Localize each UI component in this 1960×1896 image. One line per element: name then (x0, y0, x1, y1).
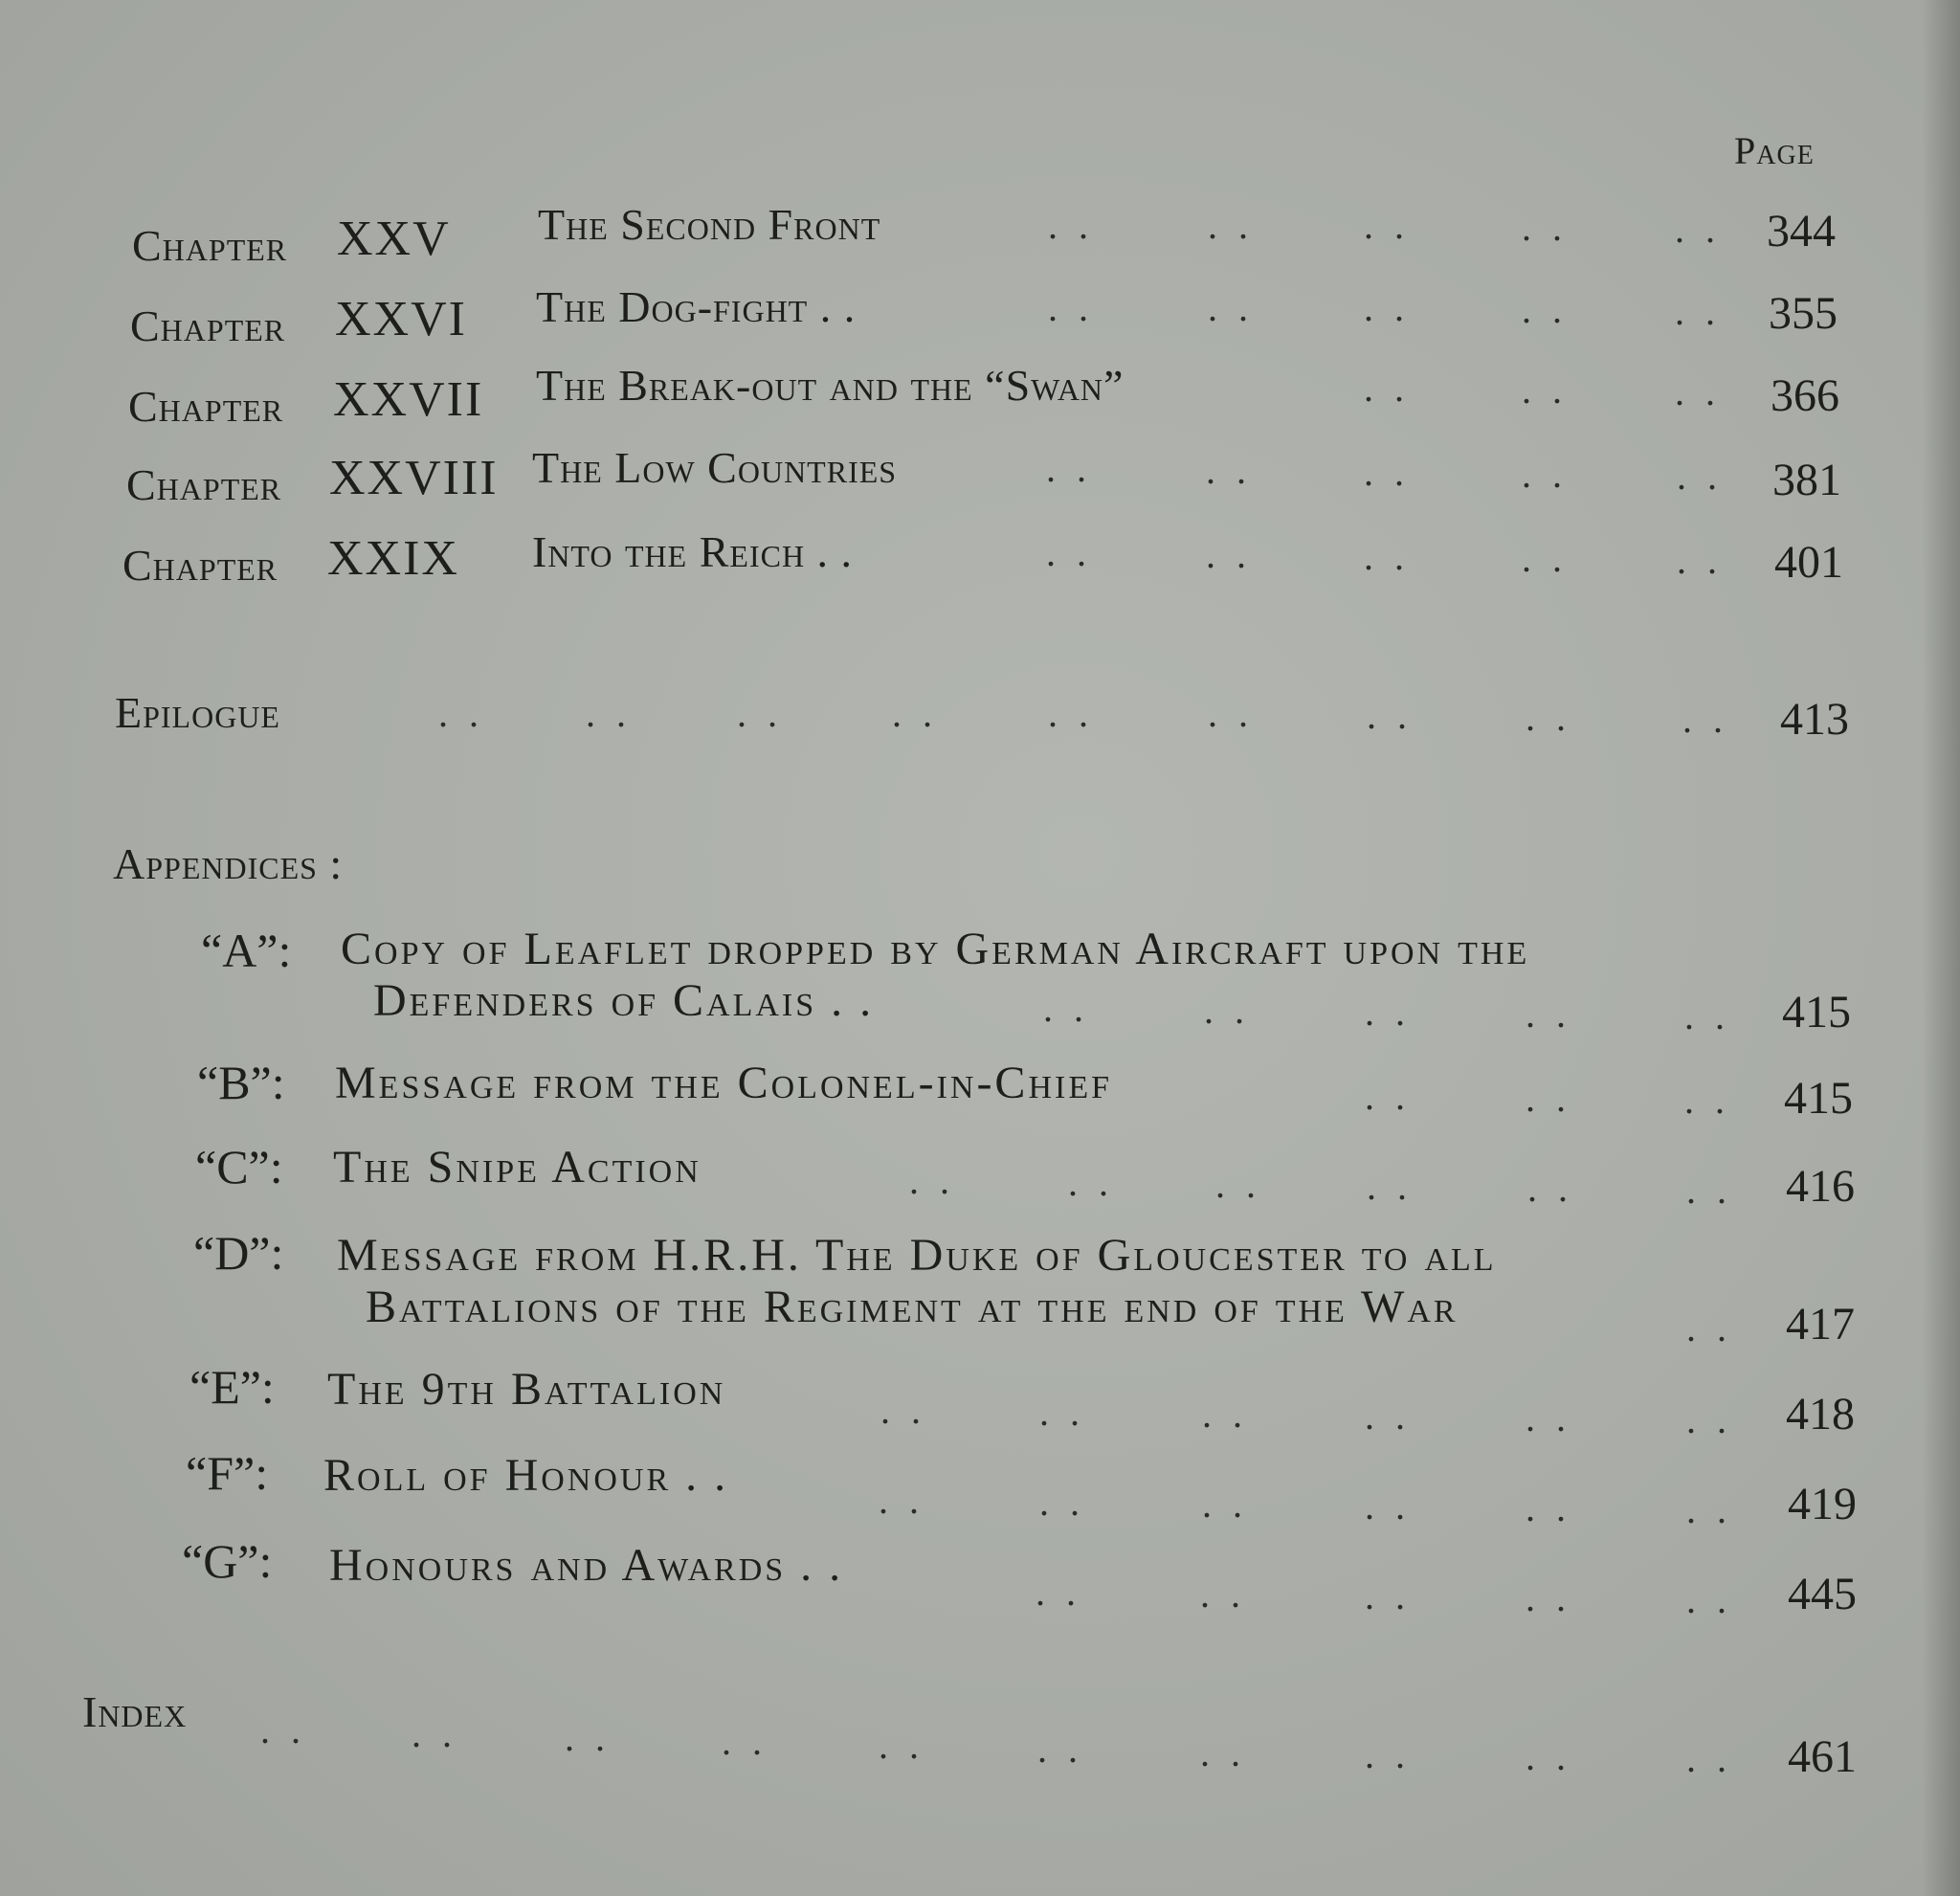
leader-dots: . . (879, 1724, 924, 1767)
leader-dots: . . (1526, 1486, 1571, 1529)
appendix-title-continued: Defenders of Calais . . (373, 975, 875, 1026)
page-edge-shadow (1922, 0, 1960, 1896)
appendix-title: Honours and Awards . . (329, 1540, 844, 1591)
leader-dots: . . (722, 1720, 768, 1763)
leader-dots: . . (1200, 1731, 1246, 1774)
appendix-label: “D”: (193, 1226, 284, 1280)
leader-dots: . . (1686, 1306, 1732, 1350)
leader-dots: . . (1202, 1393, 1248, 1436)
chapter-title: The Low Countries (532, 443, 898, 492)
chapter-label: Chapter (126, 460, 282, 509)
leader-dots: . . (1526, 993, 1571, 1036)
leader-dots: . . (1039, 1481, 1085, 1524)
leader-dots: . . (1200, 1573, 1246, 1616)
leader-dots: . . (1364, 367, 1410, 410)
leader-dots: . . (1522, 288, 1568, 331)
leader-dots: . . (1206, 533, 1252, 576)
epilogue-title: Epilogue (115, 688, 280, 737)
leader-dots: . . (260, 1708, 306, 1751)
leader-dots: . . (1526, 1396, 1571, 1439)
leader-dots: . . (1364, 204, 1410, 247)
leader-dots: . . (1039, 1391, 1085, 1434)
leader-dots: . . (1526, 1576, 1571, 1619)
leader-dots: . . (1526, 696, 1571, 739)
leader-dots: . . (1046, 447, 1092, 490)
leader-dots: . . (1208, 692, 1254, 735)
appendix-label: “G”: (182, 1534, 273, 1588)
appendix-title: Message from H.R.H. The Duke of Gloucester to all (337, 1230, 1497, 1281)
leader-dots: . . (1068, 1161, 1114, 1204)
leader-dots: . . (1365, 991, 1411, 1034)
chapter-number: XXVII (333, 372, 484, 427)
chapter-page-number: 401 (1774, 537, 1843, 588)
leader-dots: . . (1204, 989, 1250, 1032)
appendix-page-number: 415 (1784, 1073, 1853, 1124)
leader-dots: . . (879, 1479, 924, 1522)
leader-dots: . . (1522, 537, 1568, 580)
appendix-title: Message from the Colonel-in-Chief (335, 1058, 1113, 1108)
appendix-page-number: 445 (1788, 1569, 1857, 1619)
leader-dots: . . (1048, 286, 1094, 329)
leader-dots: . . (1365, 1574, 1411, 1617)
leader-dots: . . (1048, 204, 1094, 247)
appendix-title: Copy of Leaflet dropped by German Aircraft upon the (341, 924, 1530, 974)
appendix-label: “B”: (197, 1056, 285, 1109)
chapter-page-number: 366 (1771, 370, 1839, 421)
chapter-number: XXVIII (329, 451, 499, 505)
leader-dots: . . (1202, 1483, 1248, 1526)
leader-dots: . . (1686, 1398, 1732, 1441)
leader-dots: . . (1522, 453, 1568, 496)
leader-dots: . . (1365, 1075, 1411, 1118)
leader-dots: . . (1684, 1079, 1730, 1122)
appendix-page-number: 416 (1786, 1161, 1855, 1212)
appendix-title: The Snipe Action (333, 1142, 702, 1193)
appendix-page-number: 419 (1788, 1479, 1857, 1529)
chapter-title: The Break-out and the “Swan” (536, 361, 1125, 410)
leader-dots: . . (1522, 368, 1568, 412)
page-column-header: Page (1734, 129, 1815, 172)
leader-dots: . . (1522, 206, 1568, 249)
appendix-label: “A”: (201, 924, 292, 977)
leader-dots: . . (1675, 370, 1721, 413)
appendix-label: “F”: (186, 1446, 269, 1500)
appendix-title: The 9th Battalion (327, 1364, 726, 1415)
appendices-heading: Appendices : (113, 839, 344, 888)
leader-dots: . . (1208, 286, 1254, 329)
index-page-number: 461 (1788, 1731, 1857, 1782)
leader-dots: . . (1364, 535, 1410, 578)
leader-dots: . . (1037, 1728, 1083, 1771)
leader-dots: . . (737, 692, 783, 735)
leader-dots: . . (565, 1716, 611, 1759)
leader-dots: . . (1526, 1735, 1571, 1778)
leader-dots: . . (909, 1159, 955, 1202)
appendix-title: Roll of Honour . . (323, 1450, 729, 1501)
leader-dots: . . (1365, 1733, 1411, 1776)
leader-dots: . . (1686, 1488, 1732, 1531)
appendix-title-continued: Battalions of the Regiment at the end of the War (366, 1282, 1459, 1332)
leader-dots: . . (1526, 1077, 1571, 1120)
chapter-number: XXIX (327, 531, 459, 586)
chapter-label: Chapter (130, 301, 286, 350)
appendix-label: “E”: (189, 1360, 275, 1414)
leader-dots: . . (1043, 987, 1089, 1030)
leader-dots: . . (1682, 698, 1728, 741)
leader-dots: . . (586, 692, 632, 735)
leader-dots: . . (1686, 1578, 1732, 1621)
leader-dots: . . (412, 1712, 457, 1755)
leader-dots: . . (1675, 208, 1721, 251)
chapter-number: XXVI (335, 292, 467, 346)
leader-dots: . . (1686, 1737, 1732, 1780)
leader-dots: . . (1365, 1394, 1411, 1438)
appendix-page-number: 415 (1782, 987, 1851, 1037)
appendix-page-number: 418 (1786, 1389, 1855, 1439)
chapter-page-number: 344 (1767, 206, 1836, 257)
chapter-title: The Dog-fight . . (536, 282, 857, 331)
leader-dots: . . (1364, 451, 1410, 494)
leader-dots: . . (892, 692, 938, 735)
chapter-label: Chapter (122, 541, 278, 590)
chapter-number: XXV (337, 212, 451, 266)
leader-dots: . . (1036, 1571, 1081, 1614)
leader-dots: . . (1367, 694, 1413, 737)
leader-dots: . . (1048, 692, 1094, 735)
leader-dots: . . (1686, 1169, 1732, 1212)
leader-dots: . . (1046, 531, 1092, 574)
leader-dots: . . (438, 692, 484, 735)
leader-dots: . . (880, 1389, 926, 1432)
chapter-label: Chapter (132, 221, 288, 270)
leader-dots: . . (1365, 1484, 1411, 1528)
leader-dots: . . (1684, 994, 1730, 1037)
chapter-page-number: 381 (1772, 455, 1841, 505)
index-title: Index (82, 1687, 188, 1736)
appendix-page-number: 417 (1786, 1299, 1855, 1350)
chapter-title: Into the Reich . . (532, 527, 854, 576)
chapter-title: The Second Front (538, 200, 881, 249)
chapter-page-number: 355 (1769, 288, 1838, 339)
leader-dots: . . (1675, 290, 1721, 333)
leader-dots: . . (1677, 539, 1723, 582)
leader-dots: . . (1527, 1167, 1573, 1210)
leader-dots: . . (1206, 449, 1252, 492)
leader-dots: . . (1367, 1165, 1413, 1208)
epilogue-page-number: 413 (1780, 694, 1849, 745)
chapter-label: Chapter (128, 382, 284, 431)
leader-dots: . . (1364, 286, 1410, 329)
appendix-label: “C”: (195, 1140, 283, 1193)
leader-dots: . . (1677, 455, 1723, 498)
leader-dots: . . (1208, 204, 1254, 247)
leader-dots: . . (1215, 1163, 1261, 1206)
